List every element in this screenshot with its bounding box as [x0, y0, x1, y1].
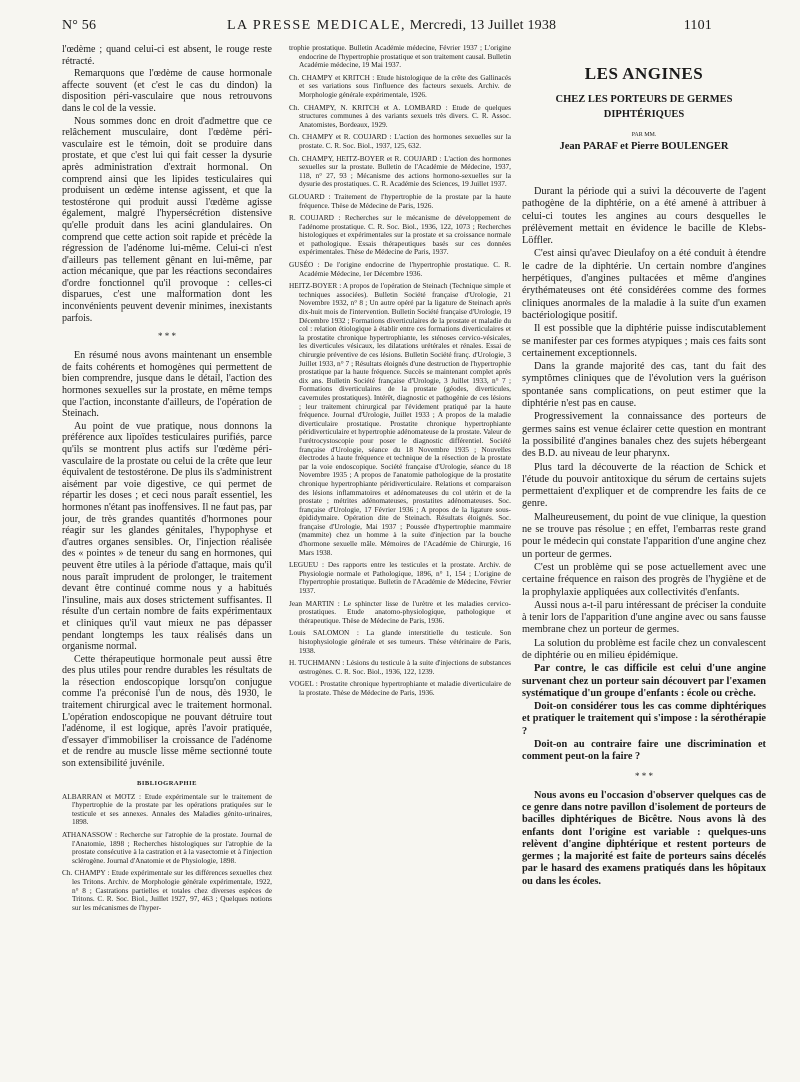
- paragraph: l'œdème ; quand celui-ci est absent, le rouge reste rétracté.: [62, 44, 272, 67]
- paragraph: Nous avons eu l'occasion d'observer quelques cas de ce genre dans notre pavillon d'isolement de porteurs de bacilles diphtériques de Bicêtre. Nous avons là des enfants dont l'origine est variable : quelques-uns relèvent d'angine diphtérique et restent porteurs de germes ; la majorité est faite de porteurs sains décelés par le hasard des examens pratiqués dans les hôpitaux ou dans les écoles.: [522, 789, 766, 887]
- bibliography-entry: Ch. CHAMPY, HEITZ-BOYER et R. COUJARD : L'action des hormones sexuelles sur la prostate. Bulletin de l'Académie de Médecine, 1937, 118, n° 27, 93 ; Mécanisme des actions hormono-sexuelles sur la dysurie des prostatiques. C. R. Académie des Sciences, 19 Juillet 1937.: [289, 153, 511, 189]
- bibliography-entry: R. COUJARD : Recherches sur le mécanisme de développement de l'adénome prostatique. C. R. Soc. Biol., 1936, 122, 1073 ; Recherches histologiques et expérimentales sur la prostate et sa croissance normale et pathologique. Essais thérapeutiques basés sur ces données expérimentales. Thèse de Médecine de Paris, 1937.: [289, 213, 511, 257]
- bibliography-entry: Ch. CHAMPY : Etude expérimentale sur les différences sexuelles chez les Tritons. Archiv. de Morphologie générale expérimentale, 1922, n° 8 ; Castrations partielles et totales chez diverses espèces de Tritons. C. R. Soc. Biol., Juillet 1927, 97, 463 ; Quelques notions sur les mécanismes de l'hyper-: [62, 868, 272, 912]
- column-1: [62, 44, 272, 1074]
- paragraph: Au point de vue pratique, nous donnons la préférence aux lipoïdes testiculaires purifiés, parce qu'ils se montrent plus actifs sur l'œdème péri-vasculaire de la prostate ou celui de la crête que leur équivalent de testostérone. De plus ils s'administrent aisément par voie digestive, ce qui permet de répartir les doses ; et ceci nous paraît essentiel, les hormones n'étant pas inoffensives. Il ne faut pas, par jour, de très grandes quantités d'hormones pour réagir sur les glandes génitales, l'hypophyse et d'autres organes sensibles. Or, l'injection réalisée des « pointes » de teneur du sang en hormones, qui peuvent être utiles à la période d'attaque, mais qu'il nous paraît imprudent de prolonger, le traitement devant être continué comme nous y a habitués l'insuline, mais aux doses strictement suffisantes. Il résulte d'un certain nombre de faits expérimentaux et cliniques qu'il vaut mieux ne pas dépasser pendant longtemps les taux réalisés dans un organisme normal.: [62, 420, 272, 653]
- bibliography-entry: ATHANASSOW : Recherche sur l'atrophie de la prostate. Journal de l'Anatomie, 1898 ; Recherches histologiques sur l'atrophie de la prostate consécutive à la castration et à la vasectomie et à l'injection sclérogène. Journal d'Anatomie et de Physiologie, 1898.: [62, 830, 272, 865]
- paragraph: C'est un problème qui se pose actuellement avec une certaine fréquence en raison des progrès de l'hygiène et de la prophylaxie appliquées aux collectivités d'enfants.: [522, 561, 766, 598]
- paragraph: Aussi nous a-t-il paru intéressant de préciser la conduite à tenir lors de l'apparition d'une angine avec ou sans fausse membrane chez un porteur de germes.: [522, 599, 766, 636]
- section-separator: * * *: [158, 331, 176, 342]
- page-number-right: 1101: [683, 18, 712, 33]
- bibliography-entry: Ch. CHAMPY et R. COUJARD : L'action des hormones sexuelles sur la prostate. C. R. Soc. Biol., 1937, 125, 632.: [289, 132, 511, 150]
- paragraph: Plus tard la découverte de la réaction de Schick et l'étude du pouvoir antitoxique du sérum de certains sujets permettaient d'expliquer et de comprendre les faits de ce genre.: [522, 461, 766, 510]
- article-title: LES ANGINES: [584, 64, 704, 83]
- paragraph: Il est possible que la diphtérie puisse indiscutablement se manifester par ces formes atypiques ; mais ces faits sont certainement exceptionnels.: [522, 323, 766, 359]
- bibliography-entry: Louis SALOMON : La glande interstitielle du testicule. Son histophysiologie générale et ses tumeurs. Thèse vétérinaire de Paris, 1938.: [289, 628, 511, 655]
- section-separator: * * *: [635, 770, 653, 781]
- bibliography-entry: GLOUARD : Traitement de l'hypertrophie de la prostate par la haute fréquence. Thèse de Médecine de Paris, 1926.: [289, 191, 511, 210]
- bibliography-heading: BIBLIOGRAPHIE: [137, 779, 197, 787]
- column-3-article: [522, 44, 766, 1074]
- journal-name: LA PRESSE MEDICALE,: [227, 18, 407, 33]
- bibliography-entry: H. TUCHMANN : Lésions du testicule à la suite d'injections de substances œstrogènes. C. R. Soc. Biol., 1936, 122, 1239.: [289, 658, 511, 676]
- bibliography-entry: ALBARRAN et MOTZ : Etude expérimentale sur le traitement de l'hypertrophie de la prostate par les opérations pratiquées sur le testicule et ses annexes. Annales des Maladies génito-urinaires, 1898.: [62, 791, 272, 827]
- page-number-left: N° 56: [62, 18, 97, 33]
- bibliography-entry: Jean MARTIN : Le sphincter lisse de l'urètre et les maladies cervico-prostatiques. Etude anatomo-physiologique, pathologique et thérapeutique. Thèse de Médecine de Paris, 1936.: [289, 598, 511, 625]
- paragraph: Remarquons que l'œdème de cause hormonale affecte souvent (et c'est le cas du dindon) la disposition péri-vasculaire que nous retrouvons dans le col de la vessie.: [62, 68, 272, 114]
- issue-date: Mercredi, 13 Juillet 1938: [409, 18, 557, 33]
- paragraph: Progressivement la connaissance des porteurs de germes sains est venue éclairer cette question en montrant la possibilité d'angines banales chez des sujets hébergeant des B.D. au niveau de leur pharynx.: [522, 411, 766, 460]
- column-2-bibliography: [289, 44, 511, 1074]
- paragraph: C'est ainsi qu'avec Dieulafoy on a été conduit à étendre le cadre de la diphtérie. Un certain nombre d'angines herpétiques, d'angines pultacées et même d'angines érythémateuses ont été considérées comme des formes cliniques anormales de la maladie à la suite d'un examen bactériologique positif.: [522, 248, 766, 321]
- paragraph: Par contre, le cas difficile est celui d'une angine survenant chez un porteur sain découvert par l'examen systématique d'un groupe d'enfants : école ou crèche.: [522, 663, 766, 699]
- paragraph: En résumé nous avons maintenant un ensemble de faits cohérents et homogènes qui permettent de bien comprendre, jusque dans le détail, l'action des hormones sexuelles sur la prostate, en même temps que l'action, inconstante d'ailleurs, de l'opération de Steinach.: [62, 350, 272, 420]
- paragraph: Doit-on considérer tous les cas comme diphtériques et pratiquer le traitement qui s'impose : la sérothérapie ?: [522, 701, 766, 737]
- bibliography-entry: trophie prostatique. Bulletin Académie médecine, Février 1937 ; L'origine endocrine de l'hypertrophie prostatique et son traitement causal. Bulletin Académie médecine, 19 Mai 1937.: [289, 44, 511, 70]
- paragraph: Doit-on au contraire faire une discrimination et comment peut-on la faire ?: [522, 739, 766, 763]
- article-authors: Jean PARAF et Pierre BOULENGER: [559, 141, 729, 152]
- bibliography-entry: HEITZ-BOYER : A propos de l'opération de Steinach (Technique simple et techniques associées). Bulletin Société française d'Urologie, 21 Novembre 1932, n° 8 ; Un autre opéré par la ligature de Steinach après dix-huit mois de l'intervention. Bulletin Société française d'Urologie, 19 Décembre 1932 ; Formations diverticulaires de la prostate et maladie du col : relation étiologique à établir entre ces formations diverticulaires et la prostatite chronique hypertrophiante, les sténoses cervico-vésicales, les diverticules vésicaux, les dilatations urétérales et rénales. Essai de chirurgie préventive de ces lésions. Bulletin Société franç. d'Urologie, 3 Juillet 1933, n° 7 ; Résultats éloignés d'une destruction de l'hypertrophie prostatique par la haute fréquence. Succès se maintenant complet après dix ans. Bulletin Société française d'Urologie, 3 Juillet 1933, n° 7 ; Formations diverticulaires de la prostate (géodes, diverticules, cavernules prostatiques). Intérêt, diagnostic et pathogénie de ces lésions ; leur traitement chirurgical par l'évidement pratiqué par la haute fréquence. Journal d'Urologie, Juillet 1933 ; A propos de la maladie diverticulaire prostatique. Prostatite chronique hypertrophiante péridiverticulaire et hypertrophie adénomateuse de la prostate. Valeur de l'urétrocystoscopie pour poser le diagnostic différentiel. Société française d'Urologie, séance du 18 Novembre 1935 ; Nouvelles électrodes à haute fréquence et technique de la résection de la prostate par la voie endoscopique. Société française d'Urologie, séance du 18 Novembre 1935 ; A propos de l'anatomie pathologique de la prostatite chronique hypertrophiante péridiverticulaire. Relations et comparaison des lésions inflammatoires et adénomateuses du col utérin et de la prostate ; métrites adénomateuses, prostatites adénomateuses. Soc. française d'Urologie, 17 Février 1936 ; A propos de la ligature sous-épididymaire. Opération dite de Steinach. Résultats éloignés. Soc. française d'Urologie, Mai 1937 ; Poussée d'hypertrophie mammaire (mammite) chez un homme à la suite d'injection par la bouche d'hormone sexuelle mâle. Mémoires de l'Académie de Chirurgie, 16 Mars 1938.: [289, 281, 511, 557]
- page-header: [62, 18, 712, 36]
- paragraph: Dans la grande majorité des cas, tant du fait des symptômes cliniques que de l'évolution vers la guérison spontanée sans complications, on peut estimer que la diphtérie n'est pas en cause.: [522, 361, 766, 410]
- paragraph: La solution du problème est facile chez un convalescent de diphtérie ou en milieu épidémique.: [522, 637, 766, 661]
- paragraph: Cette thérapeutique hormonale peut aussi être des plus utiles pour rendre durables les résultats de la résection endoscopique lorsqu'on conjugue comme l'a préconisé l'un de nous, dès 1930, le traitement chirurgical avec le traitement hormonal. L'opération endoscopique ne pouvant détruire tout l'adénome, il est logique, après l'avoir pratiquée, d'essayer d'immobiliser la croissance de l'adénome et de rendre au muscle lisse même sectionné toute son extensibilité juvénile.: [62, 653, 272, 770]
- byline-prefix: PAR MM.: [631, 132, 657, 138]
- article-subtitle: CHEZ LES PORTEURS DE GERMES DIPHTÉRIQUES: [555, 94, 733, 120]
- bibliography-entry: Ch. CHAMPY, N. KRITCH et A. LOMBARD : Etude de quelques structures communes à des variants sexuels très divers. C. R. Assoc. Anatomistes, Bordeaux, 1929.: [289, 102, 511, 129]
- bibliography-entry: GUSÉO : De l'origine endocrine de l'hypertrophie prostatique. C. R. Académie Médecine, 1er Décembre 1936.: [289, 260, 511, 278]
- paragraph: Nous sommes donc en droit d'admettre que ce relâchement musculaire, dont l'œdème péri-vasculaire est le témoin, doit se produire dans prostate, et que c'est lui qui fait cesser la dysurie après administration d'extrait hormonal. On comprend ainsi que les lipides testiculaires qui produisent un œdème intense agissent, et que la testostérone qui produit aussi l'œdème agisse également, malgré l'hypersécrétion distensive qu'elle produit dans les acini glandulaires. On comprend que cette action soit rapide et précède la régression de l'adénome lui-même. Celui-ci n'est d'ailleurs pas tellement gênant en lui-même, par action mécanique, que par les réactions secondaires d'ordre fonctionnel qu'il provoque : celles-ci disparues, c'est une malformation dont les inconvénients peuvent devenir minimes, inexistants parfois.: [62, 115, 272, 324]
- bibliography-entry: VOGEL : Prostatite chronique hypertrophiante et maladie diverticulaire de la prostate. Thèse de Médecine de Paris, 1936.: [289, 679, 511, 697]
- running-title: [227, 18, 556, 34]
- paragraph: Malheureusement, du point de vue clinique, la question ne se trouve pas résolue ; en effet, l'embarras reste grand pour le médecin qui constate l'apparition d'une angine chez un porteur de germes.: [522, 511, 766, 560]
- paragraph: Durant la période qui a suivi la découverte de l'agent pathogène de la diphtérie, on a été amené à attribuer à celui-ci toutes les angines au cours desquelles le prélèvement mettait en évidence le bacille de Klebs-Löffler.: [522, 186, 766, 247]
- bibliography-entry: Ch. CHAMPY et KRITCH : Etude histologique de la crête des Gallinacés et ses variations sous l'influence des facteurs sexuels. Archiv. de Morphologie générale expérimentale, 1926.: [289, 72, 511, 99]
- bibliography-entry: LEGUEU : Des rapports entre les testicules et la prostate. Archiv. de Physiologie normale et Pathologique, 1896, n° 1, 154 ; L'origine de l'hypertrophie prostatique. Bulletin de l'Académie de Médecine, Février 1937.: [289, 560, 511, 596]
